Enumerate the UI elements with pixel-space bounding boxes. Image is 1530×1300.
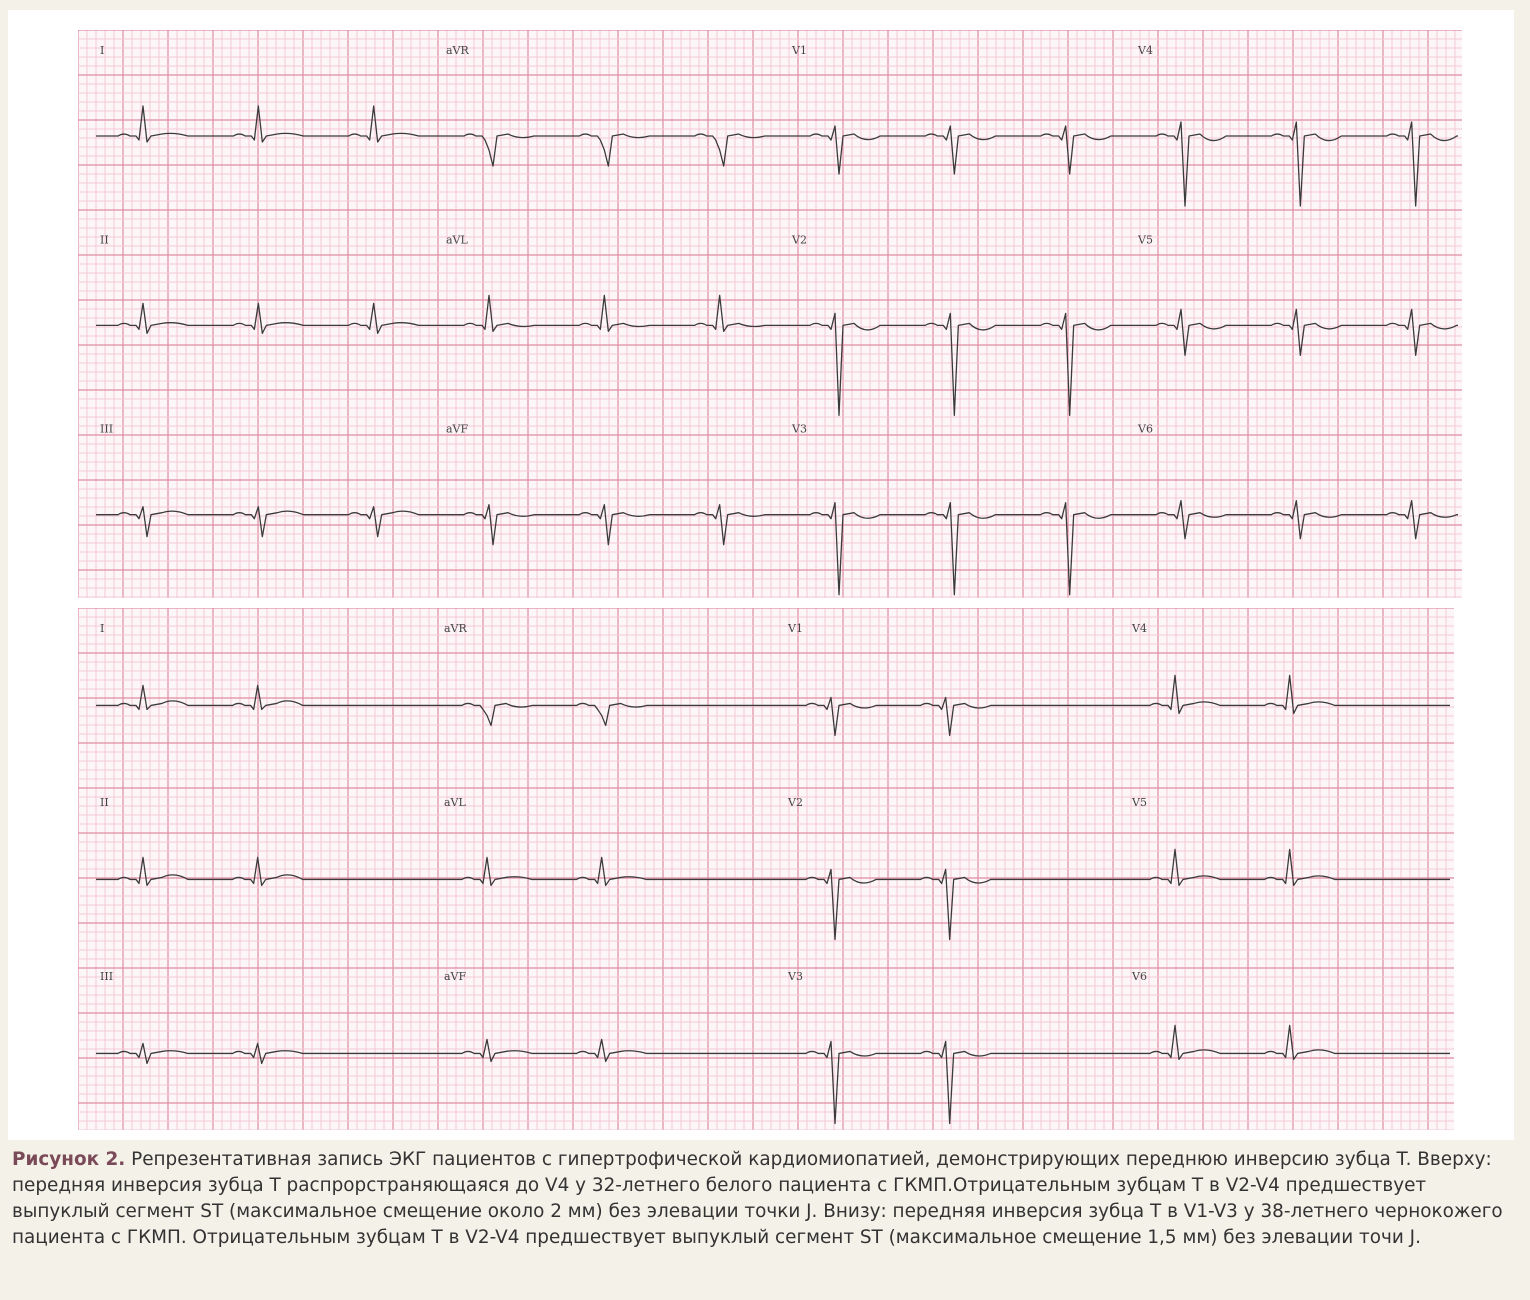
lead-label: aVL bbox=[446, 233, 468, 247]
lead-label: V3 bbox=[788, 970, 803, 983]
lead-label: V2 bbox=[792, 233, 807, 247]
lead-label: V4 bbox=[1138, 44, 1153, 57]
figure-caption bbox=[12, 1147, 1512, 1251]
lead-label: aVF bbox=[446, 422, 469, 436]
lead-label: V3 bbox=[792, 422, 807, 436]
lead-label: III bbox=[100, 970, 114, 983]
ecg-panel-bottom bbox=[78, 608, 1454, 1130]
caption-text: Репрезентативная запись ЭКГ пациентов с гипертрофической кардиомиопатией, демонстрирующих переднюю инверсию зубца T. Вверху: передняя инверсия зубца T распрорстраняющаяся до V4 у 32-летнего белого пациента с ГКМП.Отрицательным зубцам Т в V2-V4 предшествует выпуклый сегмент ST (максимальное смещение около 2 мм) без элевации точки J. Внизу: передняя инверсия зубца T в V1-V3 у 38-летнего чернокожего пациента с ГКМП. Отрицательным зубцам Т в V2-V4 предшествует выпуклый сегмент ST (максимальное смещение 1,5 мм) без элевации точи J. bbox=[12, 1149, 1503, 1248]
lead-label: V5 bbox=[1132, 796, 1147, 809]
lead-label: I bbox=[100, 44, 105, 57]
lead-label: aVR bbox=[446, 44, 469, 57]
lead-label: V1 bbox=[788, 622, 803, 635]
lead-label: V4 bbox=[1132, 622, 1147, 635]
caption-label: Рисунок 2. bbox=[12, 1149, 126, 1170]
lead-label: aVL bbox=[444, 796, 466, 809]
lead-label: aVR bbox=[444, 622, 467, 635]
lead-label: I bbox=[100, 622, 105, 635]
lead-label: aVF bbox=[444, 970, 467, 983]
lead-label: V1 bbox=[792, 44, 807, 57]
lead-label: V6 bbox=[1132, 970, 1147, 983]
figure-frame bbox=[8, 10, 1514, 1140]
ecg-panel-top bbox=[78, 30, 1462, 598]
lead-label: II bbox=[100, 233, 109, 247]
lead-label: V6 bbox=[1138, 422, 1153, 436]
lead-label: V5 bbox=[1138, 233, 1153, 247]
lead-label: V2 bbox=[788, 796, 803, 809]
lead-label: II bbox=[100, 796, 109, 809]
lead-label: III bbox=[100, 422, 114, 436]
